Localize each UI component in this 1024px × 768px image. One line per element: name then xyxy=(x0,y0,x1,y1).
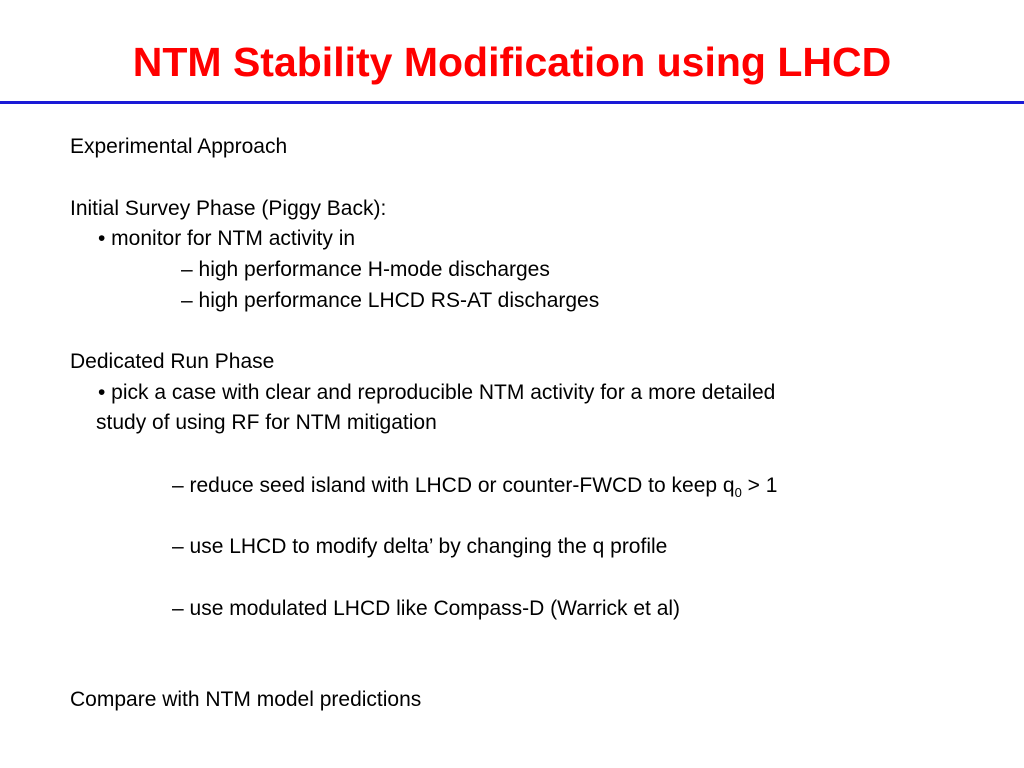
heading-experimental-approach: Experimental Approach xyxy=(70,135,288,158)
heading-dedicated-run-phase: Dedicated Run Phase xyxy=(70,350,275,373)
q-subscript: 0 xyxy=(734,485,742,500)
closing-statement: Compare with NTM model predictions xyxy=(70,688,422,711)
dedicated-sub-item-modulated: – use modulated LHCD like Compass-D (Warrick et al) xyxy=(172,597,681,620)
slide-title: NTM Stability Modification using LHCD xyxy=(132,39,892,85)
dedicated-sub-item-delta: – use LHCD to modify delta’ by changing the q profile xyxy=(172,535,668,558)
dedicated-bullet-line-2: study of using RF for NTM mitigation xyxy=(96,411,437,434)
survey-bullet: • monitor for NTM activity in xyxy=(98,227,356,250)
dedicated-bullet-line-1: • pick a case with clear and reproducible NTM activity for a more detailed xyxy=(98,381,776,404)
dedicated-sub-item-seed-island xyxy=(172,471,777,503)
survey-sub-item-rsat: – high performance LHCD RS-AT discharges xyxy=(181,289,600,312)
heading-initial-survey-phase: Initial Survey Phase (Piggy Back): xyxy=(70,197,387,220)
seed-island-condition: > 1 xyxy=(741,474,778,497)
survey-sub-item-hmode: – high performance H-mode discharges xyxy=(181,258,550,281)
title-divider xyxy=(0,101,1024,104)
seed-island-text: – reduce seed island with LHCD or counter-FWCD to keep q xyxy=(172,474,735,497)
